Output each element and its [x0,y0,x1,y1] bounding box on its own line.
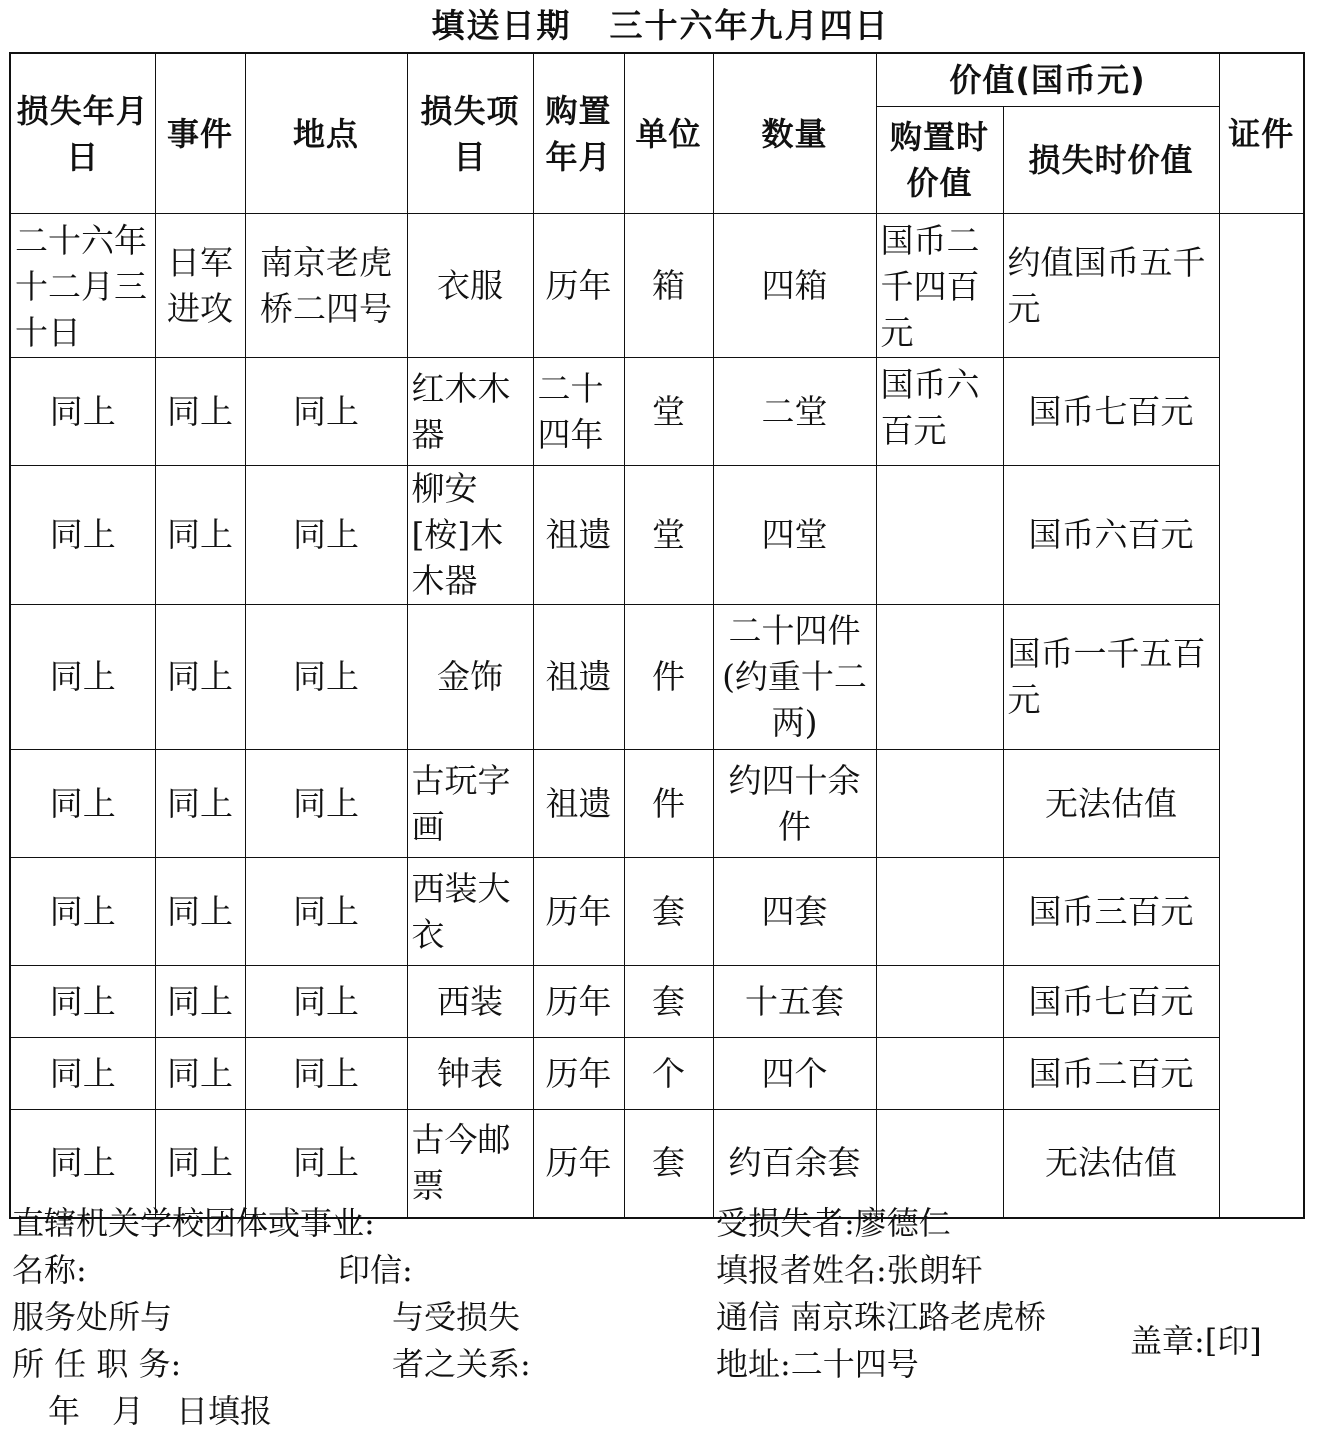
header-date: 损失年月日 [10,53,155,214]
cell-purchase-date: 祖遗 [533,466,624,605]
cell-unit: 堂 [624,466,713,605]
cell-value-at-purchase: 国币六百元 [876,358,1003,466]
reporter-name: 填报者姓名:张朗轩 [716,1251,983,1289]
header-item: 损失项目 [407,53,533,214]
cell-place: 南京老虎桥二四号 [245,214,407,358]
cell-quantity: 约百余套 [713,1110,876,1218]
cell-place: 同上 [245,466,407,605]
cell-date: 同上 [10,858,155,966]
cell-event: 同上 [155,358,245,466]
cell-quantity: 四个 [713,1038,876,1110]
cell-event: 同上 [155,966,245,1038]
cell-date: 同上 [10,750,155,858]
header-value-at-loss: 损失时价值 [1003,107,1219,214]
cell-value-at-purchase [876,858,1003,966]
cell-purchase-date: 历年 [533,966,624,1038]
table-row [10,858,1304,966]
cell-item: 金饰 [407,605,533,750]
table-row [10,1038,1304,1110]
table-row [10,466,1304,605]
cell-place: 同上 [245,1110,407,1218]
cell-date: 同上 [10,466,155,605]
cell-value-at-purchase [876,466,1003,605]
cell-evidence [1219,214,1304,1218]
cell-item: 柳安[桉]木木器 [407,466,533,605]
cell-event: 同上 [155,858,245,966]
cell-unit: 个 [624,1038,713,1110]
cell-value-at-loss: 国币三百元 [1003,858,1219,966]
cell-place: 同上 [245,1038,407,1110]
cell-event: 日军进攻 [155,214,245,358]
cell-value-at-purchase [876,1038,1003,1110]
cell-item: 西装大衣 [407,858,533,966]
cell-value-at-loss: 国币一千五百元 [1003,605,1219,750]
relation-label-1: 与受损失 [392,1298,521,1336]
header-value-group: 价值(国币元) [876,53,1219,107]
cell-item: 古玩字画 [407,750,533,858]
cell-value-at-loss: 约值国币五千元 [1003,214,1219,358]
cell-event: 同上 [155,1038,245,1110]
form-title [0,4,1321,48]
address-line-1: 通信 南京珠江路老虎桥 [716,1298,1047,1336]
cell-date: 同上 [10,358,155,466]
cell-quantity: 十五套 [713,966,876,1038]
cell-item: 红木木器 [407,358,533,466]
cell-quantity: 四箱 [713,214,876,358]
cell-unit: 堂 [624,358,713,466]
name-label: 名称: [12,1251,87,1289]
cell-unit: 件 [624,750,713,858]
cell-value-at-loss: 无法估值 [1003,750,1219,858]
cell-purchase-date: 祖遗 [533,750,624,858]
seal-label: 印信: [338,1251,413,1289]
cell-purchase-date: 二十四年 [533,358,624,466]
header-event: 事件 [155,53,245,214]
header-place: 地点 [245,53,407,214]
cell-event: 同上 [155,1110,245,1218]
table-row [10,750,1304,858]
org-label: 直辖机关学校团体或事业: [12,1204,375,1242]
cell-item: 古今邮票 [407,1110,533,1218]
seal-stamp: 盖章:[印] [1130,1322,1262,1360]
header-quantity: 数量 [713,53,876,214]
service-label: 服务处所与 [12,1298,173,1336]
cell-date: 二十六年十二月三十日 [10,214,155,358]
cell-date: 同上 [10,1038,155,1110]
cell-date: 同上 [10,1110,155,1218]
loss-table [9,52,1305,1219]
cell-unit: 套 [624,966,713,1038]
cell-value-at-purchase [876,750,1003,858]
header-row-1 [10,53,1304,107]
cell-quantity: 约四十余件 [713,750,876,858]
cell-purchase-date: 祖遗 [533,605,624,750]
cell-value-at-loss: 国币七百元 [1003,358,1219,466]
cell-value-at-loss: 无法估值 [1003,1110,1219,1218]
cell-purchase-date: 历年 [533,214,624,358]
cell-value-at-purchase: 国币二千四百元 [876,214,1003,358]
table-body [10,214,1304,1218]
header-evidence: 证件 [1219,53,1304,214]
cell-place: 同上 [245,858,407,966]
cell-quantity: 四堂 [713,466,876,605]
fill-date-label: 填送日期 [431,6,572,45]
cell-value-at-loss: 国币七百元 [1003,966,1219,1038]
report-date-line: 年 月 日填报 [48,1392,273,1430]
cell-item: 衣服 [407,214,533,358]
cell-value-at-loss: 国币二百元 [1003,1038,1219,1110]
position-label: 所 任 职 务: [12,1345,182,1383]
cell-event: 同上 [155,466,245,605]
table-row [10,605,1304,750]
cell-place: 同上 [245,358,407,466]
relation-label-2: 者之关系: [392,1345,531,1383]
cell-place: 同上 [245,605,407,750]
table-row [10,358,1304,466]
header-value-at-purchase: 购置时价值 [876,107,1003,214]
cell-quantity: 二十四件(约重十二两) [713,605,876,750]
cell-unit: 套 [624,1110,713,1218]
cell-value-at-purchase [876,966,1003,1038]
cell-date: 同上 [10,966,155,1038]
cell-date: 同上 [10,605,155,750]
cell-quantity: 二堂 [713,358,876,466]
cell-purchase-date: 历年 [533,1110,624,1218]
cell-event: 同上 [155,750,245,858]
table-row [10,214,1304,358]
cell-value-at-loss: 国币六百元 [1003,466,1219,605]
cell-quantity: 四套 [713,858,876,966]
header-unit: 单位 [624,53,713,214]
cell-place: 同上 [245,750,407,858]
header-purchase-date: 购置年月 [533,53,624,214]
cell-value-at-purchase [876,605,1003,750]
table-row [10,966,1304,1038]
victim-name: 受损失者:廖德仁 [716,1204,951,1242]
cell-unit: 套 [624,858,713,966]
cell-item: 钟表 [407,1038,533,1110]
address-line-2: 地址:二十四号 [716,1345,919,1383]
cell-place: 同上 [245,966,407,1038]
cell-item: 西装 [407,966,533,1038]
cell-unit: 件 [624,605,713,750]
cell-purchase-date: 历年 [533,1038,624,1110]
fill-date-value: 三十六年九月四日 [609,6,890,45]
cell-event: 同上 [155,605,245,750]
cell-purchase-date: 历年 [533,858,624,966]
cell-unit: 箱 [624,214,713,358]
